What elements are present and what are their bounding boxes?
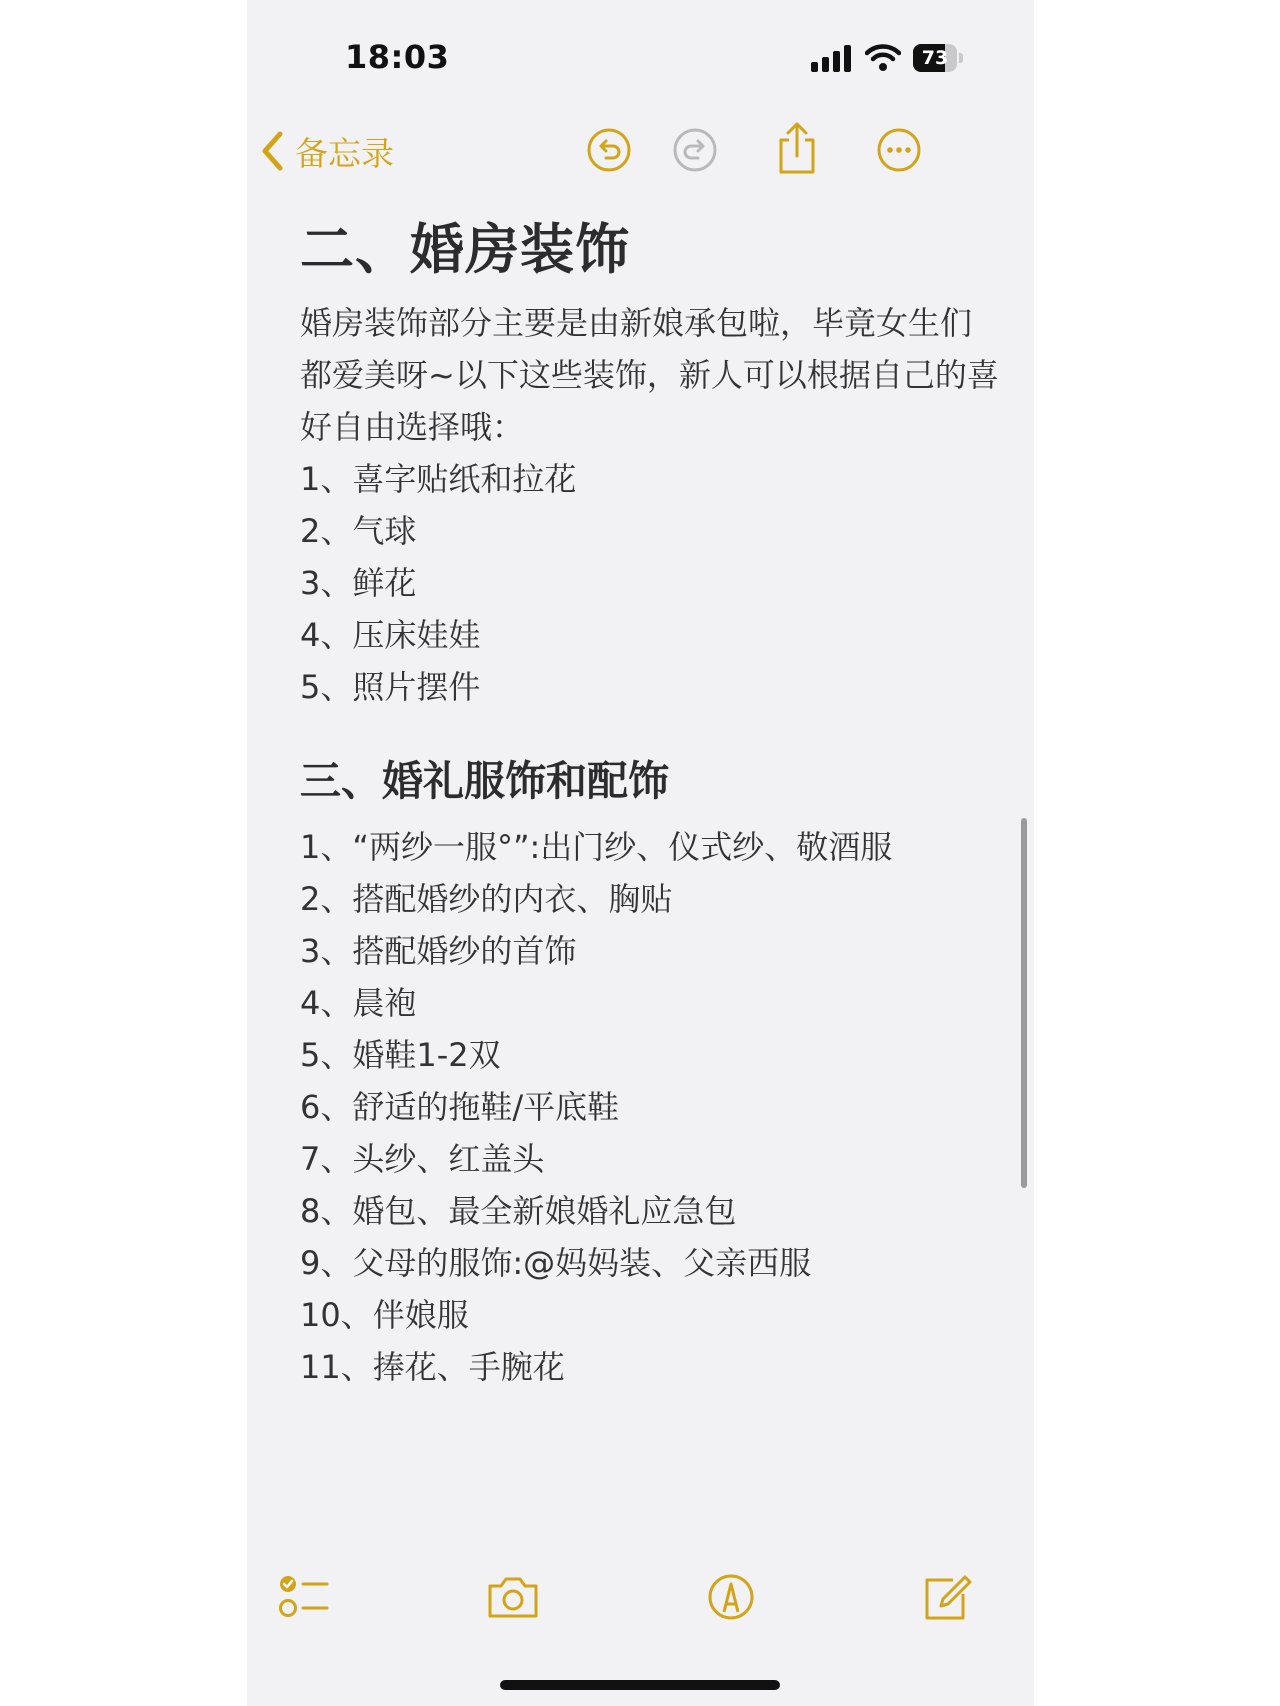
section-3-title: 三、婚礼服饰和配饰 [300, 757, 669, 806]
status-bar [247, 0, 1034, 100]
list-item: 2、气球 [300, 512, 417, 551]
battery-level: 73 [921, 47, 949, 69]
list-item: 5、婚鞋1-2双 [300, 1035, 501, 1074]
list-item: 3、搭配婚纱的首饰 [300, 931, 577, 970]
list-item: 4、晨袍 [300, 983, 417, 1022]
back-button[interactable] [259, 126, 394, 176]
notes-app-screen [247, 0, 1034, 1706]
chevron-left-icon [259, 130, 285, 172]
list-item: 7、头纱、红盖头 [300, 1139, 545, 1178]
nav-bar [247, 110, 1034, 190]
back-label: 备忘录 [295, 133, 394, 173]
list-item: 9、父母的服饰:@妈妈装、父亲西服 [300, 1243, 812, 1282]
section-2-list [300, 453, 1000, 713]
bottom-toolbar [247, 1560, 1034, 1640]
section-2-title: 二、婚房装饰 [300, 218, 630, 281]
vertical-scrollbar[interactable] [1021, 818, 1027, 1188]
more-icon[interactable] [875, 126, 923, 174]
battery-cap [959, 53, 963, 63]
list-item: 10、伴娘服 [300, 1295, 469, 1334]
list-item: 1、喜字贴纸和拉花 [300, 460, 577, 499]
camera-icon[interactable] [485, 1572, 541, 1622]
list-item: 8、婚包、最全新娘婚礼应急包 [300, 1191, 737, 1230]
list-item: 2、搭配婚纱的内衣、胸贴 [300, 879, 673, 918]
home-indicator[interactable] [500, 1680, 780, 1690]
share-icon[interactable] [773, 120, 821, 176]
cellular-signal-icon [811, 44, 853, 72]
battery-indicator [913, 44, 965, 72]
list-item: 3、鲜花 [300, 564, 417, 603]
battery-icon [913, 44, 957, 72]
checklist-icon[interactable] [277, 1572, 333, 1622]
section-3-list [300, 821, 1000, 1393]
undo-icon[interactable] [585, 126, 633, 174]
list-item: 5、照片摆件 [300, 668, 481, 707]
redo-icon[interactable] [671, 126, 719, 174]
list-item: 6、舒适的拖鞋/平底鞋 [300, 1087, 620, 1126]
compose-icon[interactable] [919, 1572, 975, 1622]
list-item: 1、“两纱一服°”:出门纱、仪式纱、敬酒服 [300, 827, 893, 866]
markup-icon[interactable] [703, 1572, 759, 1622]
wifi-icon [865, 42, 901, 72]
list-item: 4、压床娃娃 [300, 616, 481, 655]
note-body[interactable] [300, 220, 1000, 1393]
status-time: 18:03 [345, 38, 450, 76]
list-item: 11、捧花、手腕花 [300, 1347, 565, 1386]
section-2-intro: 婚房装饰部分主要是由新娘承包啦，毕竟女生们都爱美呀~以下这些装饰，新人可以根据自己的喜好自由选择哦： [300, 304, 999, 447]
